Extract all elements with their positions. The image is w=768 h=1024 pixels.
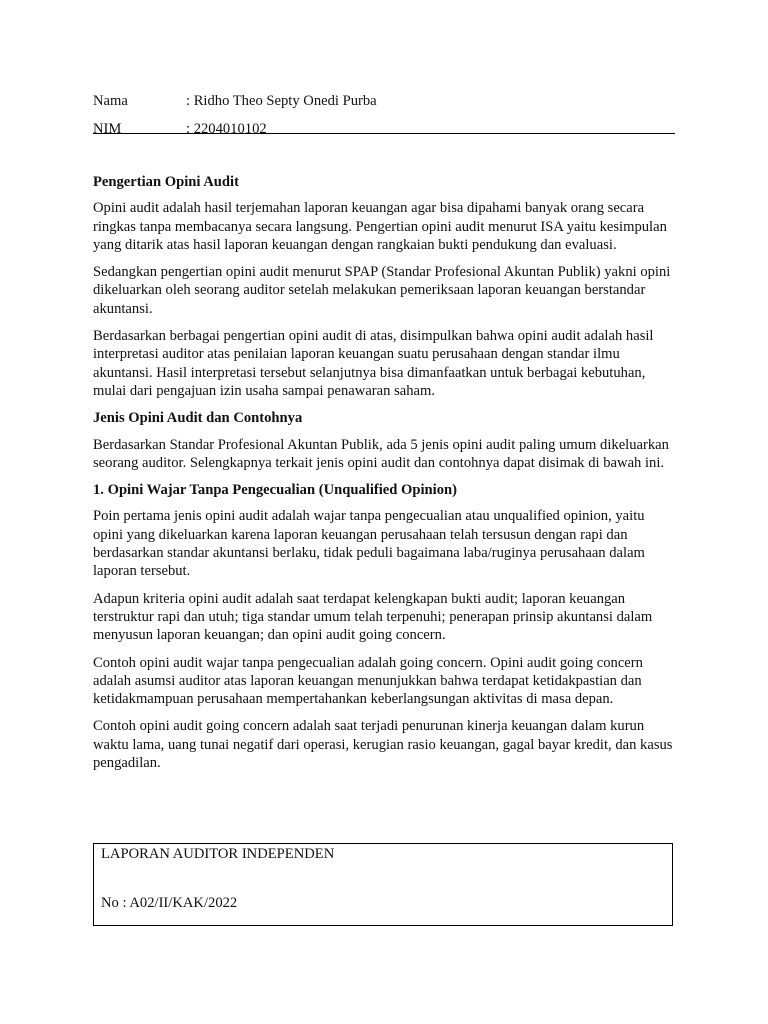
document-body (93, 173, 675, 781)
nim-value: : 2204010102 (186, 120, 267, 137)
paragraph: Berdasarkan Standar Profesional Akuntan Publik, ada 5 jenis opini audit paling umum dikeluarkan seorang auditor. Selengkapnya terkait jenis opini audit dan contohnya dapat disimak di bawah ini. (93, 436, 669, 471)
header-divider (93, 133, 675, 134)
heading-unqualified-opinion: 1. Opini Wajar Tanpa Pengecualian (Unqualified Opinion) (93, 482, 458, 499)
nim-label: NIM (93, 120, 122, 137)
paragraph: Contoh opini audit wajar tanpa pengecualian adalah going concern. Opini audit going concern adalah asumsi auditor atas laporan keuangan menunjukkan bahwa terdapat ketidakpastian dan ketidakmampuan perusahaan mempertahankan keberlangsungan aktivitas di masa depan. (93, 654, 643, 708)
paragraph: Adapun kriteria opini audit adalah saat terdapat kelengkapan bukti audit; laporan keuangan terstruktur rapi dan utuh; tiga standar umum telah terpenuhi; penerapan prinsip akuntansi dalam menyusun laporan keuangan; dan opini audit going concern. (93, 590, 653, 644)
paragraph: Berdasarkan berbagai pengertian opini audit di atas, disimpulkan bahwa opini audit adalah hasil interpretasi auditor atas penilaian laporan keuangan suatu perusahaan dengan standar ilmu akuntansi. Hasil interpretasi tersebut selanjutnya bisa dimanfaatkan untuk berbagai kebutuhan, mulai dari pengajuan izin usaha sampai penawaran saham. (93, 328, 654, 399)
heading-pengertian: Pengertian Opini Audit (93, 174, 239, 190)
nim-row (93, 115, 675, 143)
report-title: LAPORAN AUDITOR INDEPENDEN (101, 846, 335, 862)
paragraph: Sedangkan pengertian opini audit menurut SPAP (Standar Profesional Akuntan Publik) yakni opini dikeluarkan oleh seorang auditor setelah melakukan pemeriksaan laporan keuangan berstandar akuntansi. (93, 264, 671, 317)
report-number: No : A02/II/KAK/2022 (101, 895, 238, 911)
student-header (93, 87, 675, 143)
name-value: : Ridho Theo Septy Onedi Purba (186, 92, 377, 109)
paragraph: Poin pertama jenis opini audit adalah wajar tanpa pengecualian atau unqualified opinion, yaitu opini yang dikeluarkan karena laporan keuangan perusahaan telah tersusun dengan rapi dan berdasarkan standar akuntansi berlaku, tidak peduli bagaimana laba/ruginya perusahaan dalam laporan tersebut. (93, 508, 645, 580)
paragraph: Contoh opini audit going concern adalah saat terjadi penurunan kinerja keuangan dalam kurun waktu lama, uang tunai negatif dari operasi, kerugian rasio keuangan, gagal bayar kredit, dan kasus pengadilan. (93, 718, 673, 772)
auditor-report-box (93, 843, 673, 926)
name-label: Nama (93, 92, 128, 109)
name-row (93, 87, 675, 115)
heading-jenis-opini: Jenis Opini Audit dan Contohnya (93, 410, 303, 427)
paragraph: Opini audit adalah hasil terjemahan laporan keuangan agar bisa dipahami banyak orang secara ringkas tanpa membacanya secara langsung. Pengertian opini audit menurut ISA yaitu kesimpulan yang ditarik atas hasil laporan keuangan dengan rangkaian bukti pendukung dan evaluasi. (93, 200, 667, 253)
